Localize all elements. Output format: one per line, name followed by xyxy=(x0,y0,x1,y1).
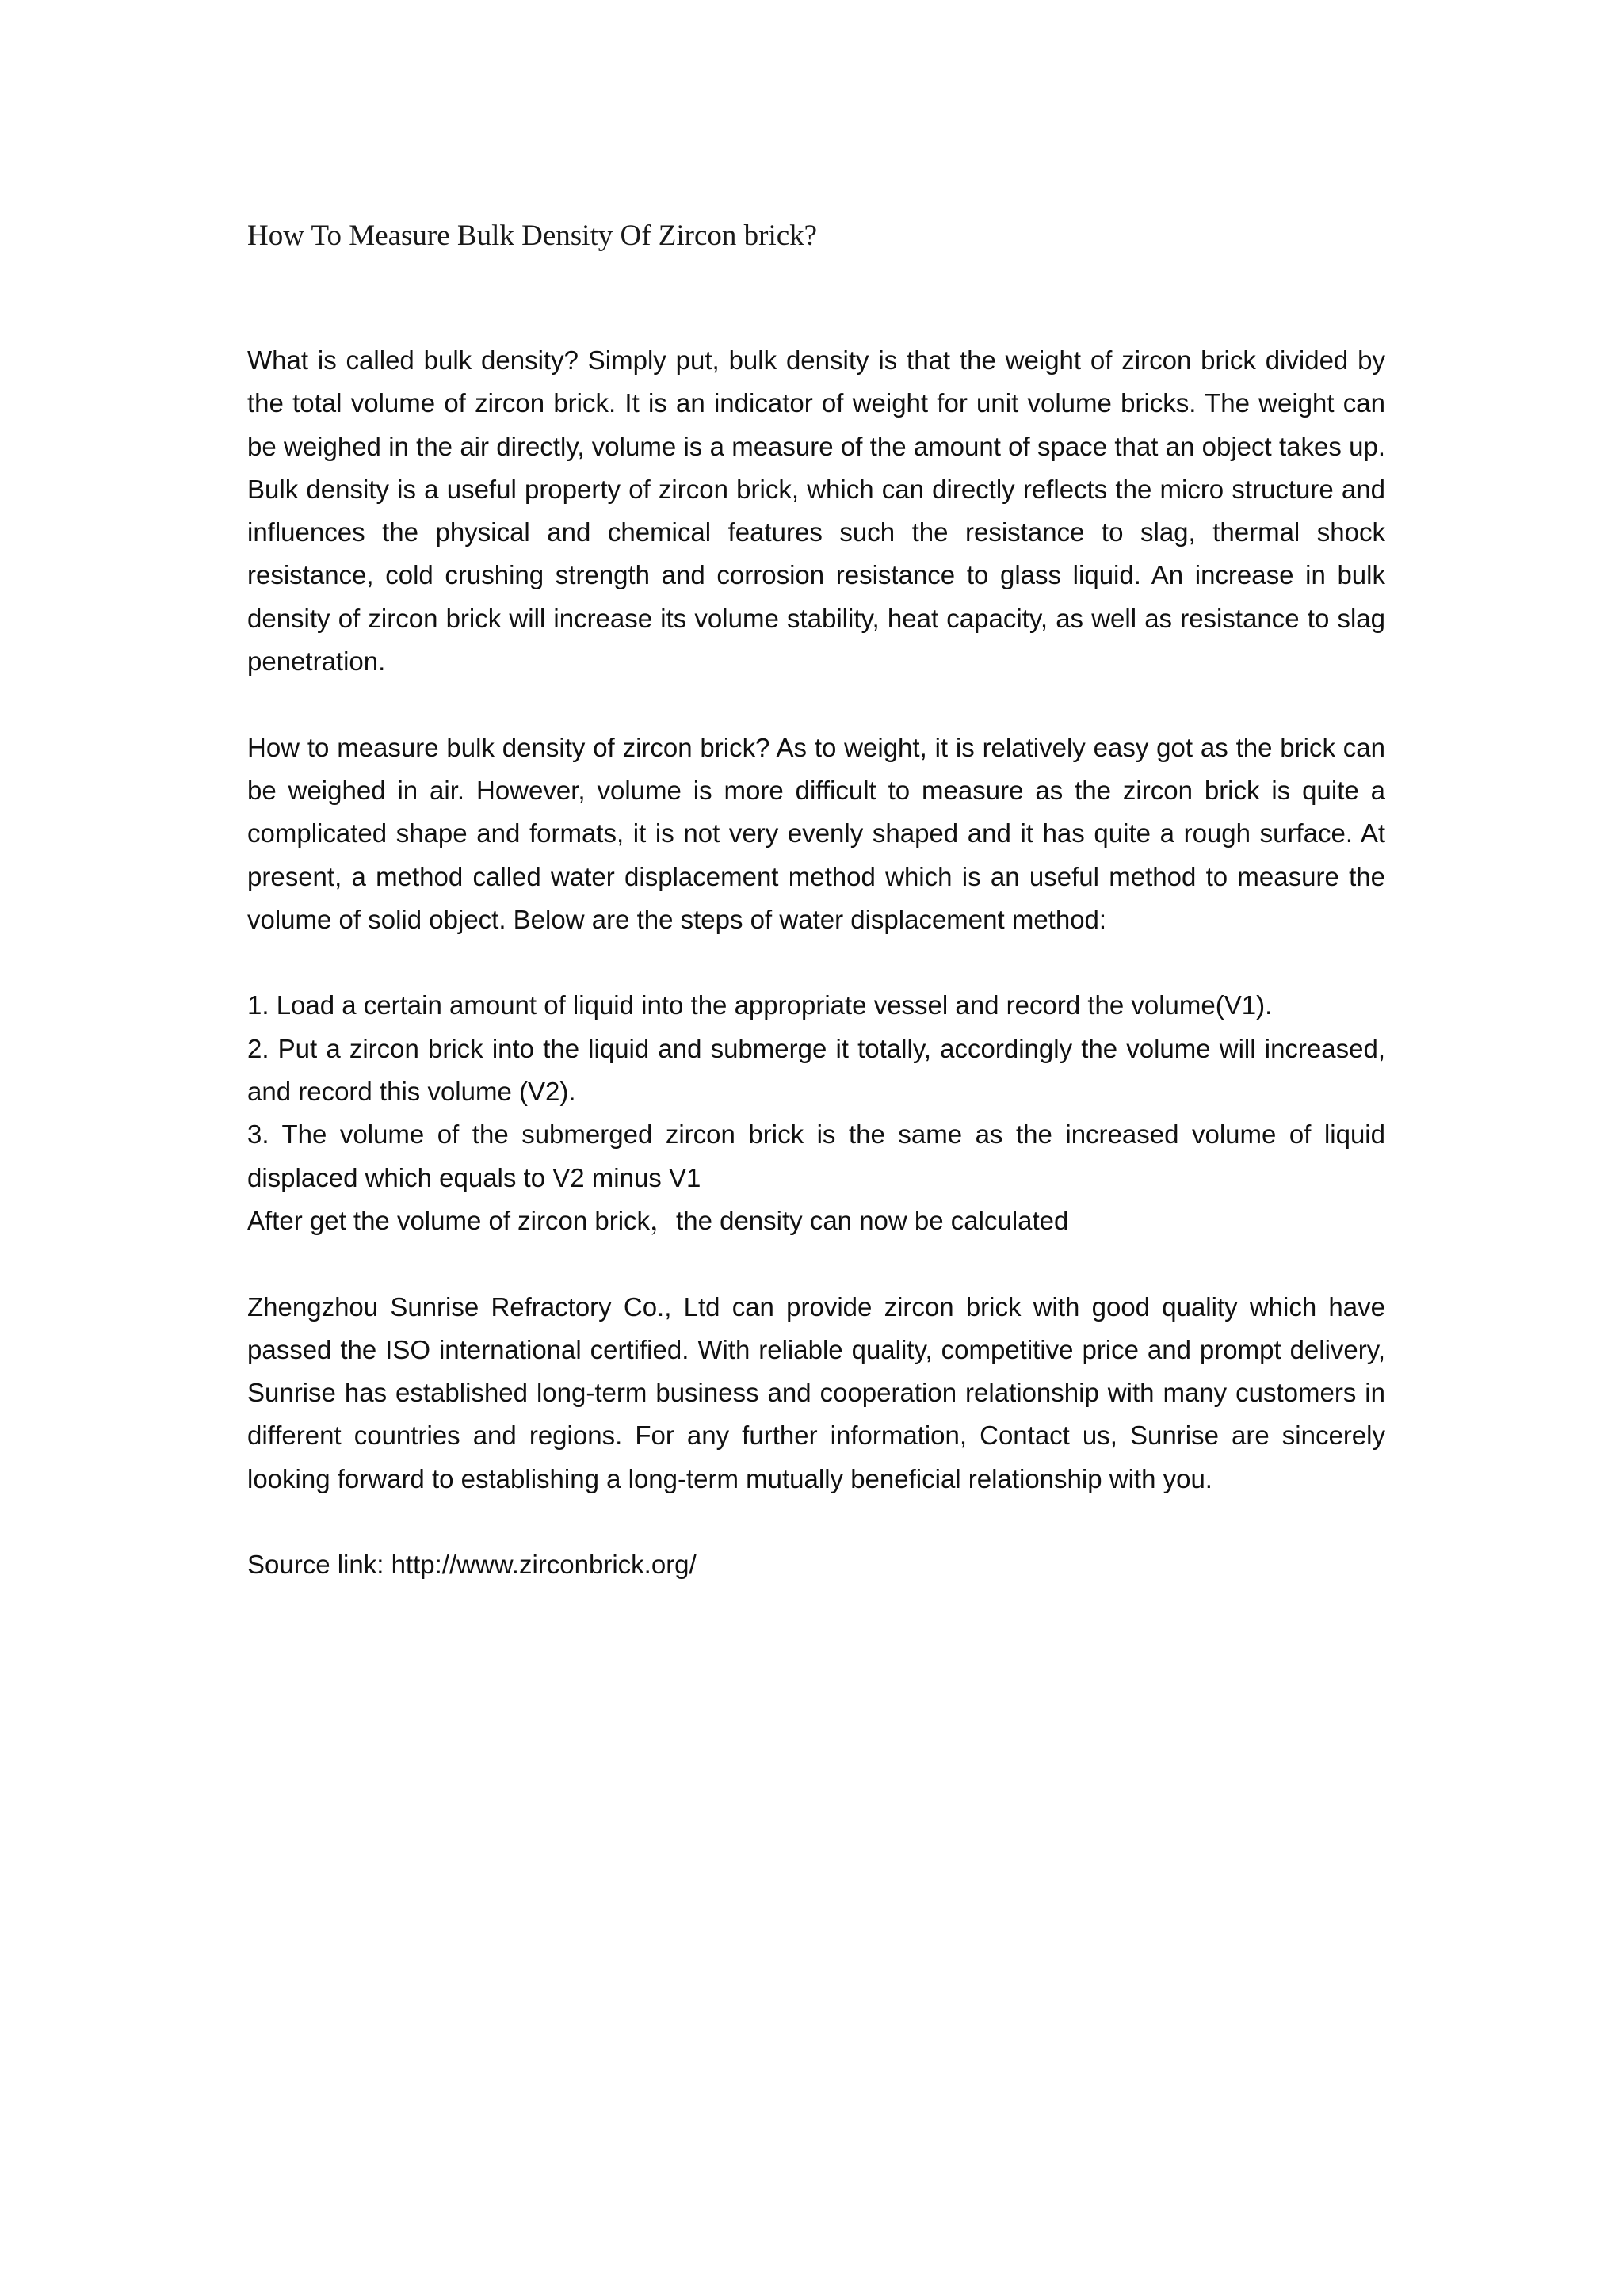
source-link: Source link: http://www.zirconbrick.org/ xyxy=(247,1550,697,1580)
step-item: 2. Put a zircon brick into the liquid and submerge it totally, accordingly the volume will increased, and record this volume (V2). xyxy=(247,1033,1385,1107)
document-body xyxy=(247,339,1385,1587)
steps-list xyxy=(247,984,1385,1242)
step-item: 1. Load a certain amount of liquid into the appropriate vessel and record the volume(V1). xyxy=(247,990,1273,1020)
paragraph-company-info: Zhengzhou Sunrise Refractory Co., Ltd can provide zircon brick with good quality which have passed the ISO international certified. With reliable quality, competitive price and prompt delivery, Sunrise has established long-term business and cooperation relationship with many customers in different countries and regions. For any further information, Contact us, Sunrise are sincerely looking forward to establishing a long-term mutually beneficial relationship with you. xyxy=(247,1291,1385,1493)
paragraph-measurement-method: How to measure bulk density of zircon brick? As to weight, it is relatively easy got as the brick can be weighed in air. However, volume is more difficult to measure as the zircon brick is quite a complicated shape and formats, it is not very evenly shaped and it has quite a rough surface. At present, a method called water displacement method which is an useful method to measure the volume of solid object. Below are the steps of water displacement method: xyxy=(247,732,1385,934)
step-conclusion: After get the volume of zircon brick，the density can now be calculated xyxy=(247,1205,1069,1235)
step-item: 3. The volume of the submerged zircon brick is the same as the increased volume of liquid displaced which equals to V2 minus V1 xyxy=(247,1119,1385,1192)
document-title: How To Measure Bulk Density Of Zircon brick? xyxy=(247,219,818,252)
paragraph-bulk-density-definition: What is called bulk density? Simply put, bulk density is that the weight of zircon brick divided by the total volume of zircon brick. It is an indicator of weight for unit volume bricks. The weight can be weighed in the air directly, volume is a measure of the amount of space that an object takes up. Bulk density is a useful property of zircon brick, which can directly reflects the micro structure and influences the physical and chemical features such the resistance to slag, thermal shock resistance, cold crushing strength and corrosion resistance to glass liquid. An increase in bulk density of zircon brick will increase its volume stability, heat capacity, as well as resistance to slag penetration. xyxy=(247,345,1385,677)
